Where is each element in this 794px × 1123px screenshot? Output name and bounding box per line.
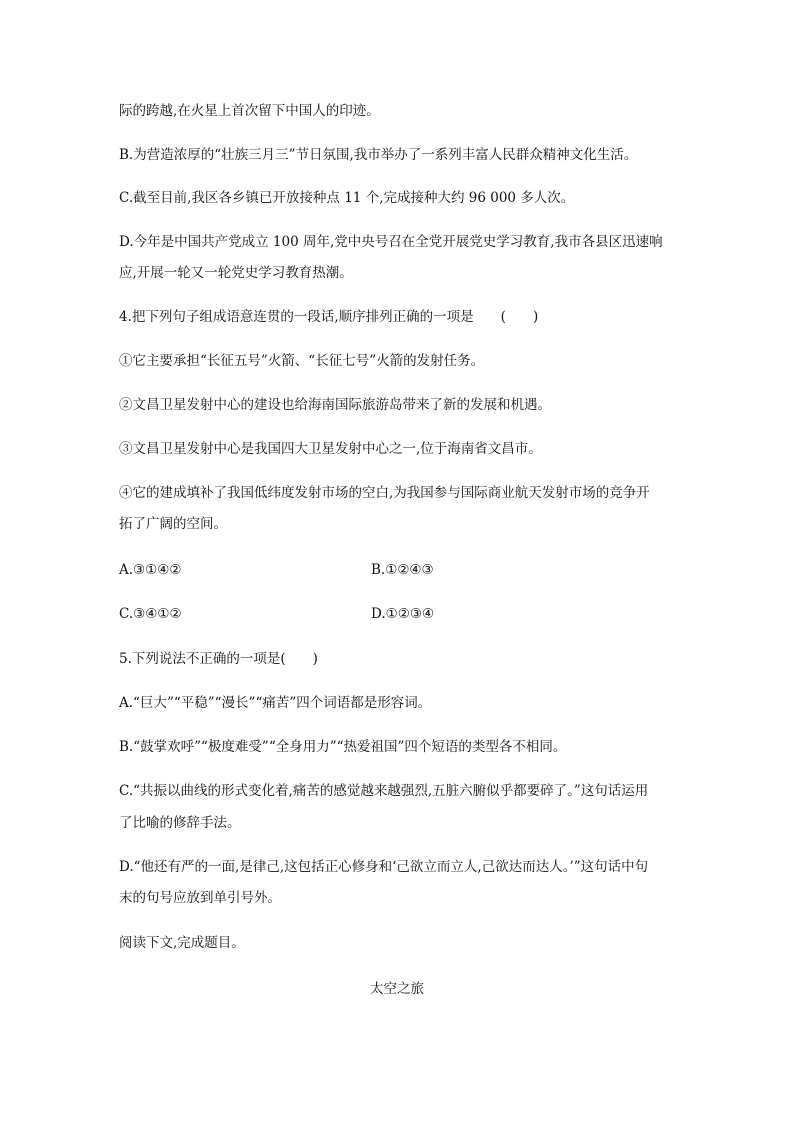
q5-option-a: A.“巨大”“平稳”“漫长”“痛苦”四个词语都是形容词。 [119,695,432,711]
q3-option-b: B.为营造浓厚的“壮族三月三”节日氛围,我市举办了一系列丰富人民群众精神文化生活。 [119,147,638,163]
q4-sentence-4-line2: 拓了广阔的空间。 [119,516,227,532]
q3-option-d-line2: 应,开展一轮又一轮党史学习教育热潮。 [119,265,353,281]
q4-sentence-2: ②文昌卫星发射中心的建设也给海南国际旅游岛带来了新的发展和机遇。 [119,397,551,413]
q4-option-a: A.③①④② [119,562,182,578]
q3-option-c: C.截至目前,我区各乡镇已开放接种点 11 个,完成接种大约 96 000 多人次。 [119,190,575,206]
q4-stem: 4.把下列句子组成语意连贯的一段话,顺序排列正确的一项是 ( ) [119,309,539,325]
q5-stem: 5.下列说法不正确的一项是( ) [119,651,318,667]
q3-option-d-line1: D.今年是中国共产党成立 100 周年,党中央号召在全党开展党史学习教育,我市各县区迅速响 [119,234,663,250]
q5-option-c-line2: 了比喻的修辞手法。 [119,815,241,831]
reading-instruction: 阅读下文,完成题目。 [119,935,245,951]
q3-option-a-continuation: 际的跨越,在火星上首次留下中国人的印迹。 [119,103,380,119]
q4-option-c: C.③④①② [119,606,182,622]
q4-sentence-4-line1: ④它的建成填补了我国低纬度发射市场的空白,为我国参与国际商业航天发射市场的竞争开 [119,485,650,501]
q4-option-b: B.①②④③ [371,562,434,578]
q5-option-d-line2: 末的句号应放到单引号外。 [119,890,281,906]
q4-sentence-1: ①它主要承担“长征五号”火箭、“长征七号”火箭的发射任务。 [119,353,485,369]
q5-option-c-line1: C.“共振以曲线的形式变化着,痛苦的感觉越来越强烈,五脏六腑似乎都要碎了。”这句话运用 [119,783,649,799]
reading-title: 太空之旅 [370,981,424,997]
q4-option-d: D.①②③④ [371,606,435,622]
q4-sentence-3: ③文昌卫星发射中心是我国四大卫星发射中心之一,位于海南省文昌市。 [119,441,542,457]
q5-option-b: B.“鼓掌欢呼”“极度难受”“全身用力”“热爱祖国”四个短语的类型各不相同。 [119,739,567,755]
q5-option-d-line1: D.“他还有严的一面,是律己,这包括正心修身和‘己欲立而立人,己欲达而达人。’”这句话中句 [119,859,649,875]
